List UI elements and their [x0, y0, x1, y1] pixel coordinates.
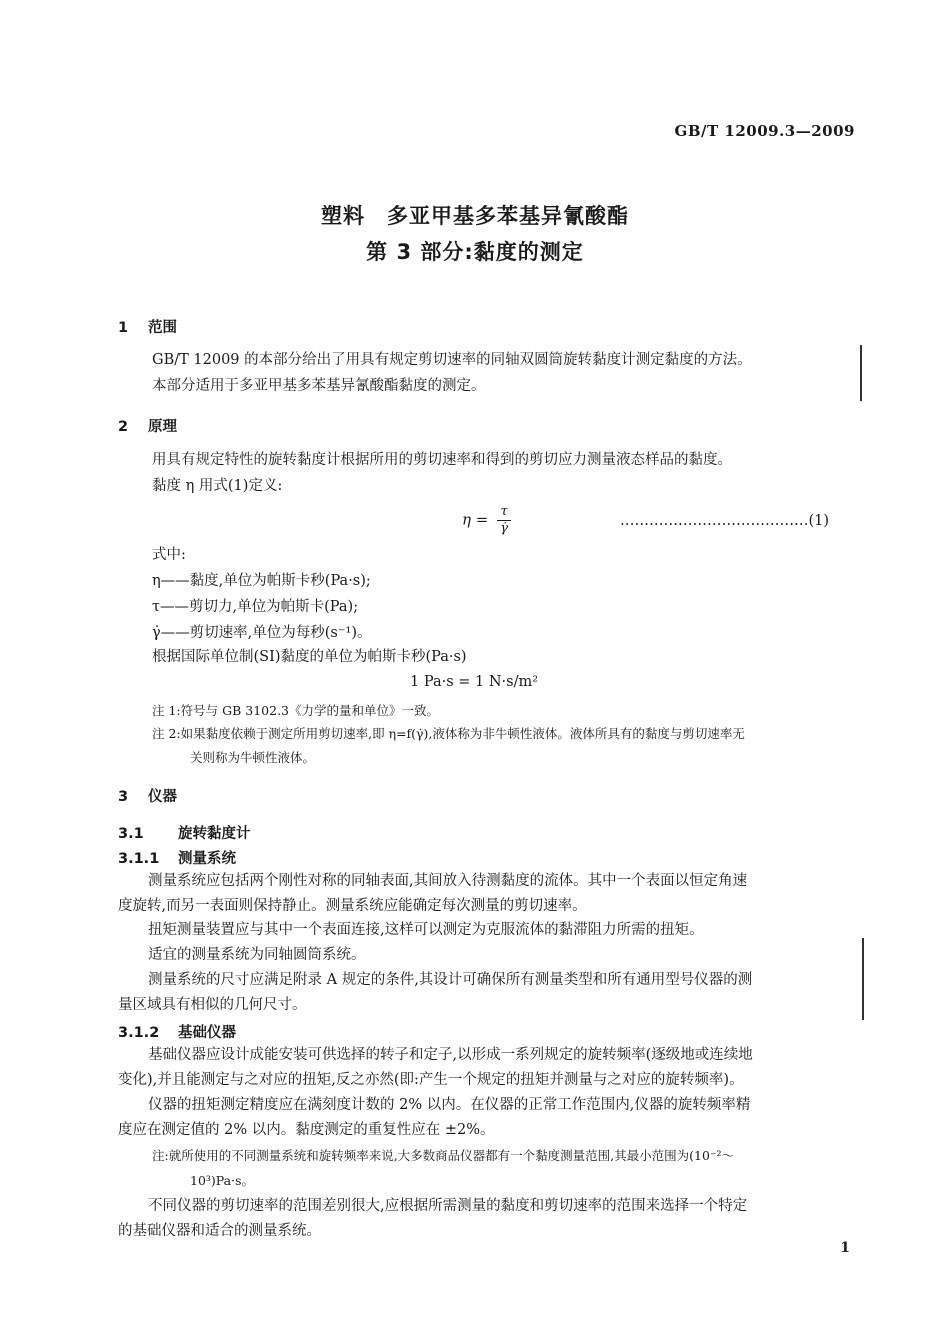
section-1-heading: 1 范围 — [118, 320, 177, 336]
title-line-2: 第 3 部分:黏度的测定 — [366, 240, 584, 264]
section-3-heading: 3 仪器 — [118, 789, 177, 805]
change-bar — [862, 938, 864, 1020]
note-2-line-2: 关则称为牛顿性液体。 — [190, 750, 316, 765]
para-3-1-1-d: 适宜的测量系统为同轴圆筒系统。 — [148, 947, 366, 963]
section-1-para-1: GB/T 12009 的本部分给出了用具有规定剪切速率的同轴双圆筒旋转黏度计测定黏度的方法。 — [152, 352, 752, 368]
para-3-1-2-d: 度应在测定值的 2% 以内。黏度测定的重复性应在 ±2%。 — [118, 1122, 495, 1138]
title-line-1: 塑料 多亚甲基多苯基异氰酸酯 — [321, 204, 629, 228]
para-3-1-2-f: 的基础仪器和适合的测量系统。 — [118, 1223, 321, 1239]
section-2-heading: 2 原理 — [118, 419, 177, 435]
definition-gamma: γ̇——剪切速率,单位为每秒(s⁻¹)。 — [152, 625, 372, 641]
section-3-1-2-heading: 3.1.2 基础仪器 — [118, 1025, 236, 1041]
note-1: 注 1:符号与 GB 3102.3《力学的量和单位》一致。 — [152, 703, 439, 718]
para-3-1-1-f: 量区域具有相似的几何尺寸。 — [118, 997, 307, 1013]
definition-tau: τ——剪切力,单位为帕斯卡(Pa); — [152, 599, 359, 615]
standard-number: GB/T 12009.3—2009 — [674, 122, 855, 140]
para-3-1-1-a: 测量系统应包括两个刚性对称的同轴表面,其间放入待测黏度的流体。其中一个表面以恒定角速 — [148, 873, 748, 889]
para-3-1-2-e: 不同仪器的剪切速率的范围差别很大,应根据所需测量的黏度和剪切速率的范围来选择一个特定 — [148, 1198, 748, 1214]
unit-equation: 1 Pa·s = 1 N·s/m² — [410, 674, 539, 690]
note-2-line-1: 注 2:如果黏度依赖于测定所用剪切速率,即 η=f(γ̇),液体称为非牛顿性液体。液体所具有的黏度与剪切速率无 — [152, 726, 745, 741]
para-3-1-2-a: 基础仪器应设计成能安装可供选择的转子和定子,以形成一系列规定的旋转频率(逐级地或连续地 — [148, 1047, 753, 1063]
section-3-1-heading: 3.1 旋转黏度计 — [118, 826, 251, 842]
para-3-1-1-b: 度旋转,而另一表面则保持静止。测量系统应能确定每次测量的剪切速率。 — [118, 898, 587, 914]
where-label: 式中: — [152, 547, 186, 563]
formula-numerator: τ — [500, 504, 508, 519]
note-3-1-2-line-2: 10³)Pa·s。 — [190, 1173, 254, 1188]
section-2-para-1: 用具有规定特性的旋转黏度计根据所用的剪切速率和得到的剪切应力测量液态样品的黏度。 — [152, 452, 732, 468]
section-2-para-3: 根据国际单位制(SI)黏度的单位为帕斯卡秒(Pa·s) — [152, 649, 467, 665]
definition-eta: η——黏度,单位为帕斯卡秒(Pa·s); — [152, 573, 371, 589]
change-bar — [860, 345, 862, 401]
formula-denominator: γ̇ — [500, 521, 508, 536]
viscosity-formula: η = $\frac{\tau}{\gammȧ}$ — [462, 505, 511, 536]
para-3-1-1-c: 扭矩测量装置应与其中一个表面连接,这样可以测定为克服流体的黏滞阻力所需的扭矩。 — [148, 922, 704, 938]
formula-reference: …………………………………(1) — [620, 513, 830, 529]
para-3-1-2-c: 仪器的扭矩测定精度应在满刻度计数的 2% 以内。在仪器的正常工作范围内,仪器的旋转频率精 — [148, 1097, 751, 1113]
page-number: 1 — [840, 1240, 850, 1256]
section-1-para-2: 本部分适用于多亚甲基多苯基异氰酸酯黏度的测定。 — [152, 378, 486, 394]
para-3-1-2-b: 变化),并且能测定与之对应的扭矩,反之亦然(即:产生一个规定的扭矩并测量与之对应的旋转频率)。 — [118, 1072, 744, 1088]
para-3-1-1-e: 测量系统的尺寸应满足附录 A 规定的条件,其设计可确保所有测量类型和所有通用型号仪器的测 — [148, 972, 753, 988]
section-3-1-1-heading: 3.1.1 测量系统 — [118, 851, 236, 867]
note-3-1-2-line-1: 注:就所使用的不同测量系统和旋转频率来说,大多数商品仪器都有一个黏度测量范围,其最小范围为(10⁻²～ — [152, 1148, 735, 1163]
section-2-para-2: 黏度 η 用式(1)定义: — [152, 478, 283, 494]
